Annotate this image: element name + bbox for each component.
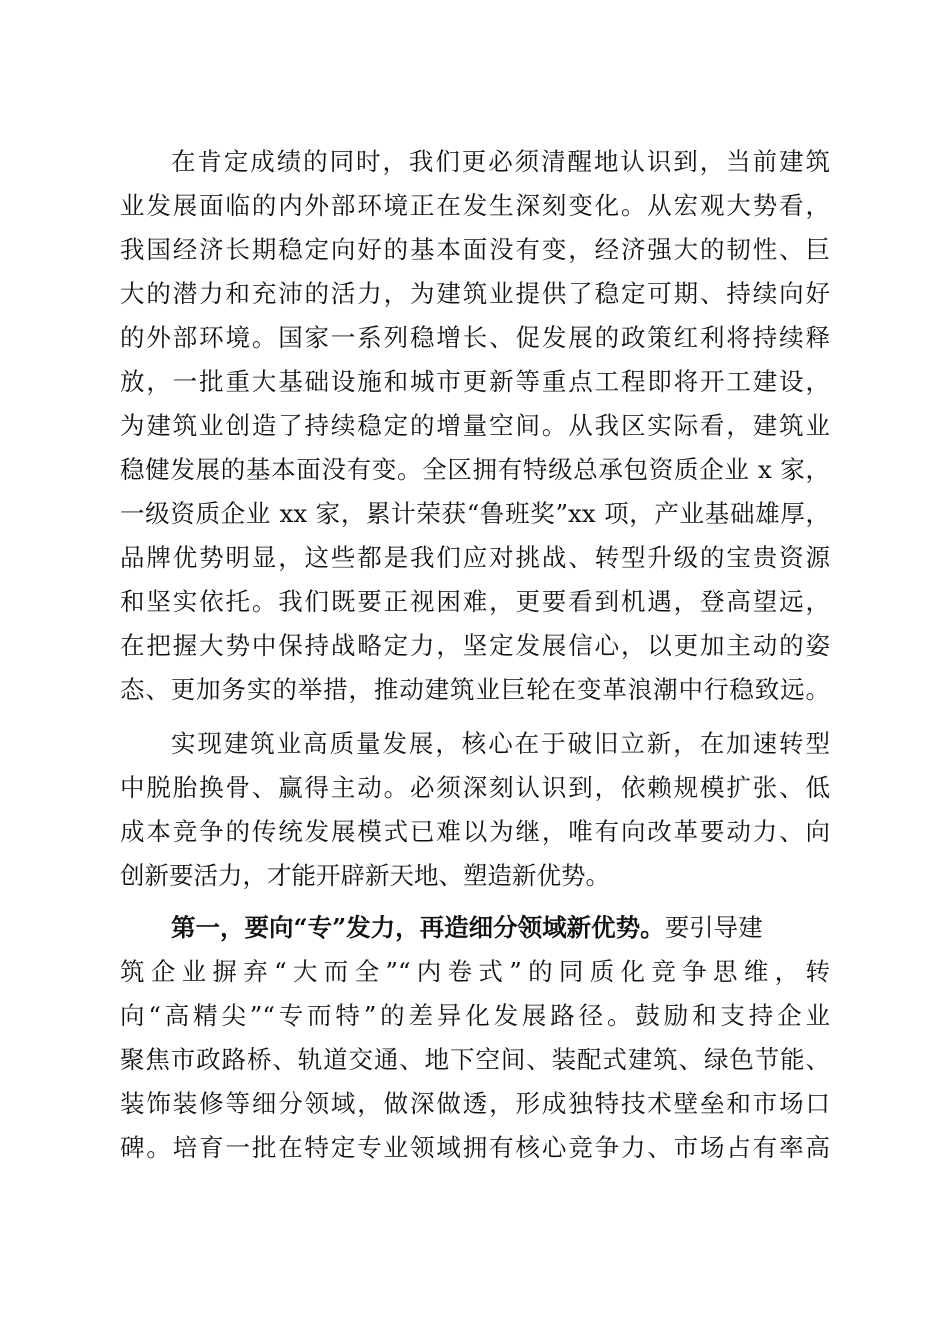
paragraph-2-line-3: 成本竞争的传统发展模式已难以为继，唯有向改革要动力、向 — [120, 817, 830, 846]
paragraph-1-line-6: 放，一批重大基础设施和城市更新等重点工程即将开工建设， — [120, 367, 830, 396]
paragraph-1-line-12: 在把握大势中保持战略定力，坚定发展信心，以更加主动的姿 — [120, 631, 830, 660]
paragraph-1-line-13: 态、更加务实的举措，推动建筑业巨轮在变革浪潮中行稳致远。 — [120, 675, 830, 704]
paragraph-1-line-3: 我国经济长期稳定向好的基本面没有变，经济强大的韧性、巨 — [120, 235, 830, 264]
paragraph-3-line-1-rest: 要引导建 — [664, 913, 763, 942]
paragraph-3-line-3: 向“高精尖”“专而特”的差异化发展路径。鼓励和支持企业 — [120, 1001, 830, 1030]
paragraph-1-line-11: 和坚实依托。我们既要正视困难，更要看到机遇，登高望远， — [120, 587, 830, 616]
paragraph-3-line-2: 筑企业摒弃“大而全”“内卷式”的同质化竞争思维，转 — [120, 957, 830, 986]
paragraph-1-line-2: 业发展面临的内外部环境正在发生深刻变化。从宏观大势看， — [120, 191, 830, 220]
paragraph-1-line-10: 品牌优势明显，这些都是我们应对挑战、转型升级的宝贵资源 — [120, 543, 830, 572]
paragraph-3-line-5: 装饰装修等细分领域，做深做透，形成独特技术壁垒和市场口 — [120, 1089, 830, 1118]
paragraph-2-line-4: 创新要活力，才能开辟新天地、塑造新优势。 — [120, 861, 610, 890]
paragraph-1-line-8: 稳健发展的基本面没有变。全区拥有特级总承包资质企业 x 家， — [120, 455, 830, 484]
paragraph-3-line-4: 聚焦市政路桥、轨道交通、地下空间、装配式建筑、绿色节能、 — [120, 1045, 830, 1074]
paragraph-1-line-1: 在肯定成绩的同时，我们更必须清醒地认识到，当前建筑 — [171, 147, 830, 176]
paragraph-2-line-2: 中脱胎换骨、赢得主动。必须深刻认识到，依赖规模扩张、低 — [120, 773, 830, 802]
section-heading-first: 第一，要向“专”发力，再造细分领域新优势。 — [171, 913, 665, 942]
paragraph-3-line-6: 碑。培育一批在特定专业领域拥有核心竞争力、市场占有率高 — [120, 1133, 830, 1162]
paragraph-2-line-1: 实现建筑业高质量发展，核心在于破旧立新，在加速转型 — [171, 729, 830, 758]
paragraph-1-line-4: 大的潜力和充沛的活力，为建筑业提供了稳定可期、持续向好 — [120, 279, 830, 308]
paragraph-3-line-1 — [171, 906, 763, 950]
paragraph-1-line-7: 为建筑业创造了持续稳定的增量空间。从我区实际看，建筑业 — [120, 411, 830, 440]
paragraph-1-line-9: 一级资质企业 xx 家，累计荣获“鲁班奖”xx 项，产业基础雄厚， — [120, 499, 830, 528]
paragraph-1-line-5: 的外部环境。国家一系列稳增长、促发展的政策红利将持续释 — [120, 323, 830, 352]
